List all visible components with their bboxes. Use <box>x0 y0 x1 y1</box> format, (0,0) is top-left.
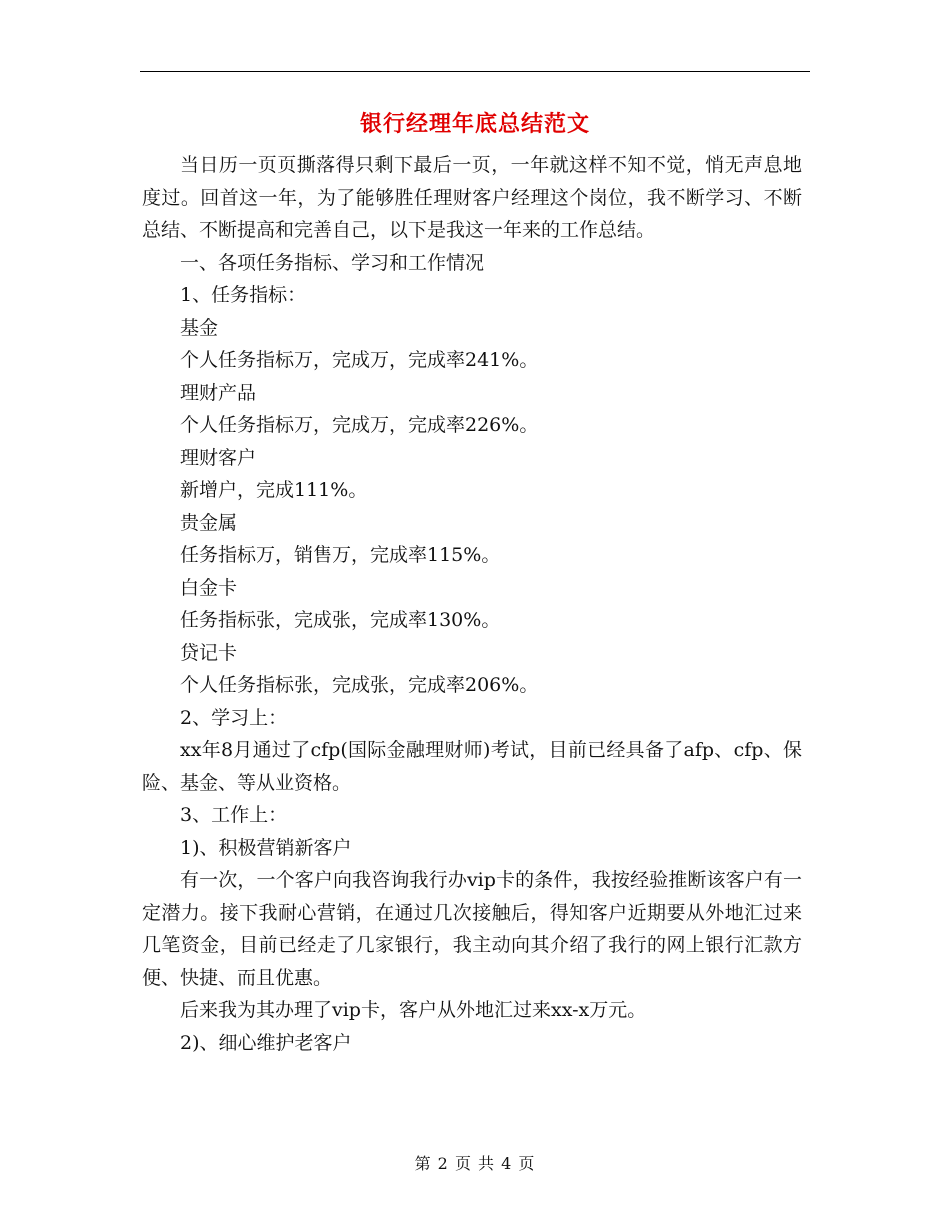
subheading-task-indicators: 1、任务指标： <box>180 284 307 306</box>
item-value-precious-metal: 任务指标万，销售万，完成率115%。 <box>180 544 501 566</box>
header-rule <box>140 71 810 72</box>
item-value-wealth-product: 个人任务指标万，完成万，完成率226%。 <box>180 414 539 436</box>
line-vip-result: 后来我为其办理了vip卡，客户从外地汇过来xx-x万元。 <box>180 999 647 1021</box>
item-value-credit-card: 个人任务指标张，完成张，完成率206%。 <box>180 674 539 696</box>
item-label-fund: 基金 <box>180 316 219 339</box>
subheading-old-clients: 2)、细心维护老客户 <box>180 1031 352 1054</box>
item-value-platinum-card: 任务指标张，完成张，完成率130%。 <box>180 609 501 631</box>
paragraph-intro: 当日历一页页撕落得只剩下最后一页，一年就这样不知不觉，悄无声息地度过。回首这一年，为了能够胜任理财客户经理这个岗位，我不断学习、不断总结、不断提高和完善自己，以下是我这一年来的工作总结。 <box>142 154 802 241</box>
page-footer: 第 2 页 共 4 页 <box>414 1154 536 1173</box>
item-label-wealth-product: 理财产品 <box>180 381 257 404</box>
subheading-study: 2、学习上： <box>180 706 288 729</box>
subheading-new-clients: 1)、积极营销新客户 <box>180 836 352 859</box>
item-value-fund: 个人任务指标万，完成万，完成率241%。 <box>180 349 539 371</box>
document-title: 银行经理年底总结范文 <box>359 111 590 137</box>
document-body <box>142 149 802 1059</box>
item-value-wealth-client: 新增户，完成111%。 <box>180 479 368 501</box>
subheading-work: 3、工作上： <box>180 804 288 826</box>
paragraph-new-clients: 有一次，一个客户向我咨询我行办vip卡的条件，我按经验推断该客户有一定潜力。接下我耐心营销，在通过几次接触后，得知客户近期要从外地汇过来几笔资金，目前已经走了几家银行，我主动向其介绍了我行的网上银行汇款方便、快捷、而且优惠。 <box>142 869 802 989</box>
paragraph-study: xx年8月通过了cfp(国际金融理财师)考试，目前已经具备了afp、cfp、保险、基金、等从业资格。 <box>142 739 802 794</box>
section-heading: 一、各项任务指标、学习和工作情况 <box>180 251 485 274</box>
item-label-credit-card: 贷记卡 <box>180 641 238 664</box>
item-label-platinum-card: 白金卡 <box>180 576 238 599</box>
item-label-wealth-client: 理财客户 <box>180 446 257 469</box>
item-label-precious-metal: 贵金属 <box>180 511 238 534</box>
